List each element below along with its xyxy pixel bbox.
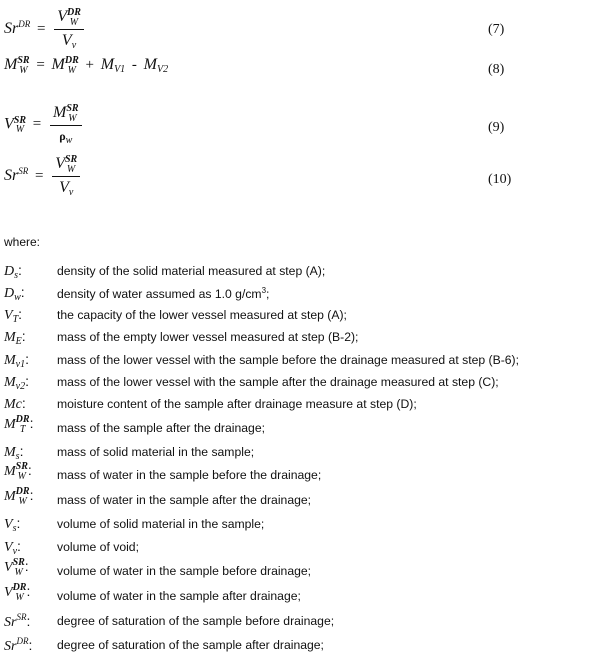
symbol: $M_{v2}$: bbox=[4, 373, 30, 392]
symbol: $M_{v1}$: bbox=[4, 351, 30, 370]
definition-text: volume of solid material in the sample; bbox=[57, 517, 265, 531]
symbol: $V_v$: bbox=[4, 538, 21, 557]
definition-text: degree of saturation of the sample after drainage; bbox=[57, 638, 324, 652]
equation-10: $Sr^{SR}$ = V SR W $V_v$ bbox=[4, 155, 82, 198]
symbol: M DR T : bbox=[4, 414, 34, 435]
definition-text: mass of the lower vessel with the sample before the drainage measured at step (B-6); bbox=[57, 353, 520, 367]
definition-text: volume of water in the sample after drainage; bbox=[57, 589, 301, 603]
symbol: $V_T$: bbox=[4, 306, 23, 325]
definition-text: volume of water in the sample before drainage; bbox=[57, 564, 312, 578]
symbol: M SR W : bbox=[4, 461, 32, 482]
definition-text: density of the solid material measured at step (A); bbox=[57, 264, 326, 278]
symbol: V SR W : bbox=[4, 557, 29, 578]
symbol: $Sr^{SR}$: bbox=[4, 612, 31, 630]
equation-8: M SR W = M DR W + $M_{V1} - M_{V2}$ bbox=[4, 55, 169, 76]
equation-number: (9) bbox=[488, 120, 505, 135]
definition-text: mass of water in the sample after the drainage; bbox=[57, 493, 312, 507]
symbol: V DR W : bbox=[4, 582, 31, 603]
definition-text: mass of the empty lower vessel measured at step (B-2); bbox=[57, 330, 359, 344]
definition-text: mass of the lower vessel with the sample after the drainage measured at step (C); bbox=[57, 375, 499, 389]
fraction: M SR W $\rho_w$ bbox=[50, 104, 82, 146]
symbol: M DR W : bbox=[4, 486, 34, 507]
definition-text: moisture content of the sample after drainage measure at step (D); bbox=[57, 397, 417, 411]
symbol: $M_E$: bbox=[4, 328, 26, 347]
equation-number: (7) bbox=[488, 22, 505, 37]
definition-text: mass of the sample after the drainage; bbox=[57, 421, 265, 435]
symbol: $D_w$: bbox=[4, 284, 25, 303]
symbol: $M_s$: bbox=[4, 443, 24, 462]
definition-text: volume of void; bbox=[57, 540, 139, 554]
equation-7: $Sr^{DR}$ = V DR W $V_v$ bbox=[4, 8, 86, 51]
definition-text: mass of solid material in the sample; bbox=[57, 445, 255, 459]
fraction: V SR W $V_v$ bbox=[52, 155, 80, 198]
definition-text: density of water assumed as 1.0 $g/cm^3$; bbox=[57, 286, 270, 302]
symbol: $V_s$: bbox=[4, 515, 21, 534]
where-label: where: bbox=[4, 235, 41, 249]
equation-number: (8) bbox=[488, 62, 505, 77]
equation-9: V SR W = M SR W $\rho_w$ bbox=[4, 104, 84, 146]
symbol: $Sr^{DR}$: bbox=[4, 636, 33, 654]
definition-text: the capacity of the lower vessel measured at step (A); bbox=[57, 308, 347, 322]
definition-text: degree of saturation of the sample before drainage; bbox=[57, 614, 335, 628]
symbol: Mc: bbox=[4, 395, 26, 412]
symbol: $D_s$: bbox=[4, 262, 22, 281]
fraction: V DR W $V_v$ bbox=[54, 8, 84, 51]
definition-text: mass of water in the sample before the drainage; bbox=[57, 468, 322, 482]
equation-number: (10) bbox=[488, 172, 512, 187]
